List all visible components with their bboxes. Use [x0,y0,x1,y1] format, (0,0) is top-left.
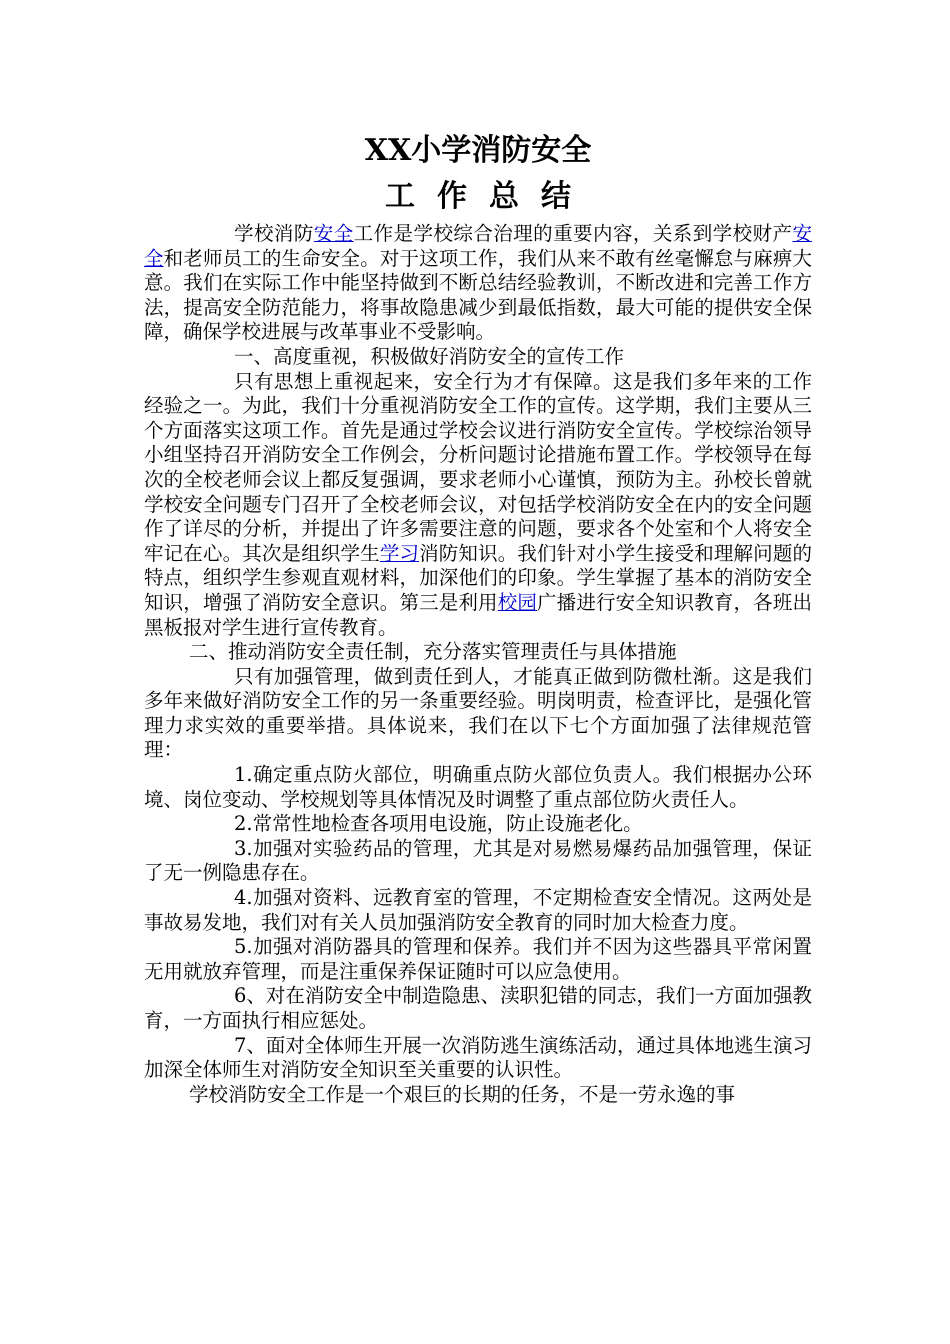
paragraph [144,222,812,345]
paragraph-text: 2.常常性地检查各项用电设施，防止设施老化。 [234,812,643,836]
inline-link[interactable]: 学习 [379,541,420,565]
paragraph-text: 学校消防 [234,222,314,245]
paragraph-text: 消防知识。我们针对小学生接受和理解问题的特点，组织学生参观直观材料，加深他们的印象。学生掌握了基本的消防安全知识，增强了消防安全意识。第三是利用 [144,541,812,614]
document-body [144,222,812,1107]
paragraph-text: 只有思想上重视起来，安全行为才有保障。这是我们多年来的工作经验之一。为此，我们十分重视消防安全工作的宣传。这学期，我们主要从三个方面落实这项工作。首先是通过学校会议进行消防安全宣传。学校综治领导小组坚持召开消防安全工作例会，分析问题讨论措施布置工作。学校领导在每次的全校老师会议上都反复强调，要求老师小心谨慎，预防为主。孙校长曾就学校安全问题专门召开了全校老师会议，对包括学校消防安全在内的安全问题作了详尽的分析，并提出了许多需要注意的问题，要求各个处室和个人将安全牢记在心。其次是组织学生 [144,369,812,565]
paragraph-text: 学校消防安全工作是一个艰巨的长期的任务，不是一劳永逸的事 [189,1082,736,1106]
paragraph-text: 和老师员工的生命安全。对于这项工作，我们从来不敢有丝毫懈怠与麻痹大意。我们在实际工作中能坚持做到不断总结经验教训，不断改进和完善工作方法，提高安全防范能力，将事故隐患减少到最低指数，最大可能的提供安全保障，确保学校进展与改革事业不受影响。 [144,246,812,344]
inline-link[interactable]: 校园 [497,590,538,614]
paragraph-text: 广播进行安全知识教育，各班出黑板报对学生进行宣传教育。 [144,590,812,639]
inline-link[interactable]: 安全 [144,222,812,270]
paragraph [144,886,812,935]
paragraph [144,984,812,1033]
paragraph-text: 3.加强对实验药品的管理，尤其是对易燃易爆药品加强管理，保证了无一例隐患存在。 [144,836,812,885]
paragraph [144,935,812,984]
document-subtitle: 工作总结 [385,179,593,214]
paragraph [144,812,812,837]
paragraph-text: 7、面对全体师生开展一次消防逃生演练活动，通过具体地逃生演习加深全体师生对消防安全知识至关重要的认识性。 [144,1033,812,1082]
paragraph-text: 6、对在消防安全中制造隐患、渎职犯错的同志，我们一方面加强教育，一方面执行相应惩处。 [144,984,812,1032]
paragraph [144,763,812,812]
paragraph-text: 4.加强对资料、远教育室的管理，不定期检查安全情况。这两处是事故易发地，我们对有关人员加强消防安全教育的同时加大检查力度。 [144,886,812,934]
paragraph [144,837,812,886]
paragraph-text: 工作是学校综合治理的重要内容，关系到学校财产 [353,222,793,245]
inline-link[interactable]: 安全 [313,222,354,245]
paragraph-text: 5.加强对消防器具的管理和保养。我们并不因为这些器具平常闲置无用就放弃管理，而是注重保养保证随时可以应急使用。 [144,935,812,983]
paragraph-text: 二、推动消防安全责任制，充分落实管理责任与具体措施 [189,640,677,664]
paragraph [144,345,812,370]
paragraph-text: 1.确定重点防火部位，明确重点防火部位负责人。我们根据办公环境、岗位变动、学校规划等具体情况及时调整了重点部位防火责任人。 [144,763,812,811]
paragraph-text: 只有加强管理，做到责任到人，才能真正做到防微杜渐。这是我们多年来做好消防安全工作的另一条重要经验。明岗明责，检查评比，是强化管理力求实效的重要举措。具体说来，我们在以下七个方面加强了法律规范管理： [144,664,812,762]
paragraph-text: 一、高度重视，积极做好消防安全的宣传工作 [234,344,625,368]
document-title: XX小学消防安全 [364,133,592,168]
paragraph [144,370,812,641]
paragraph [144,1034,812,1083]
paragraph [144,640,812,665]
paragraph [144,665,812,763]
document-page [144,128,812,1107]
paragraph [144,1083,812,1108]
